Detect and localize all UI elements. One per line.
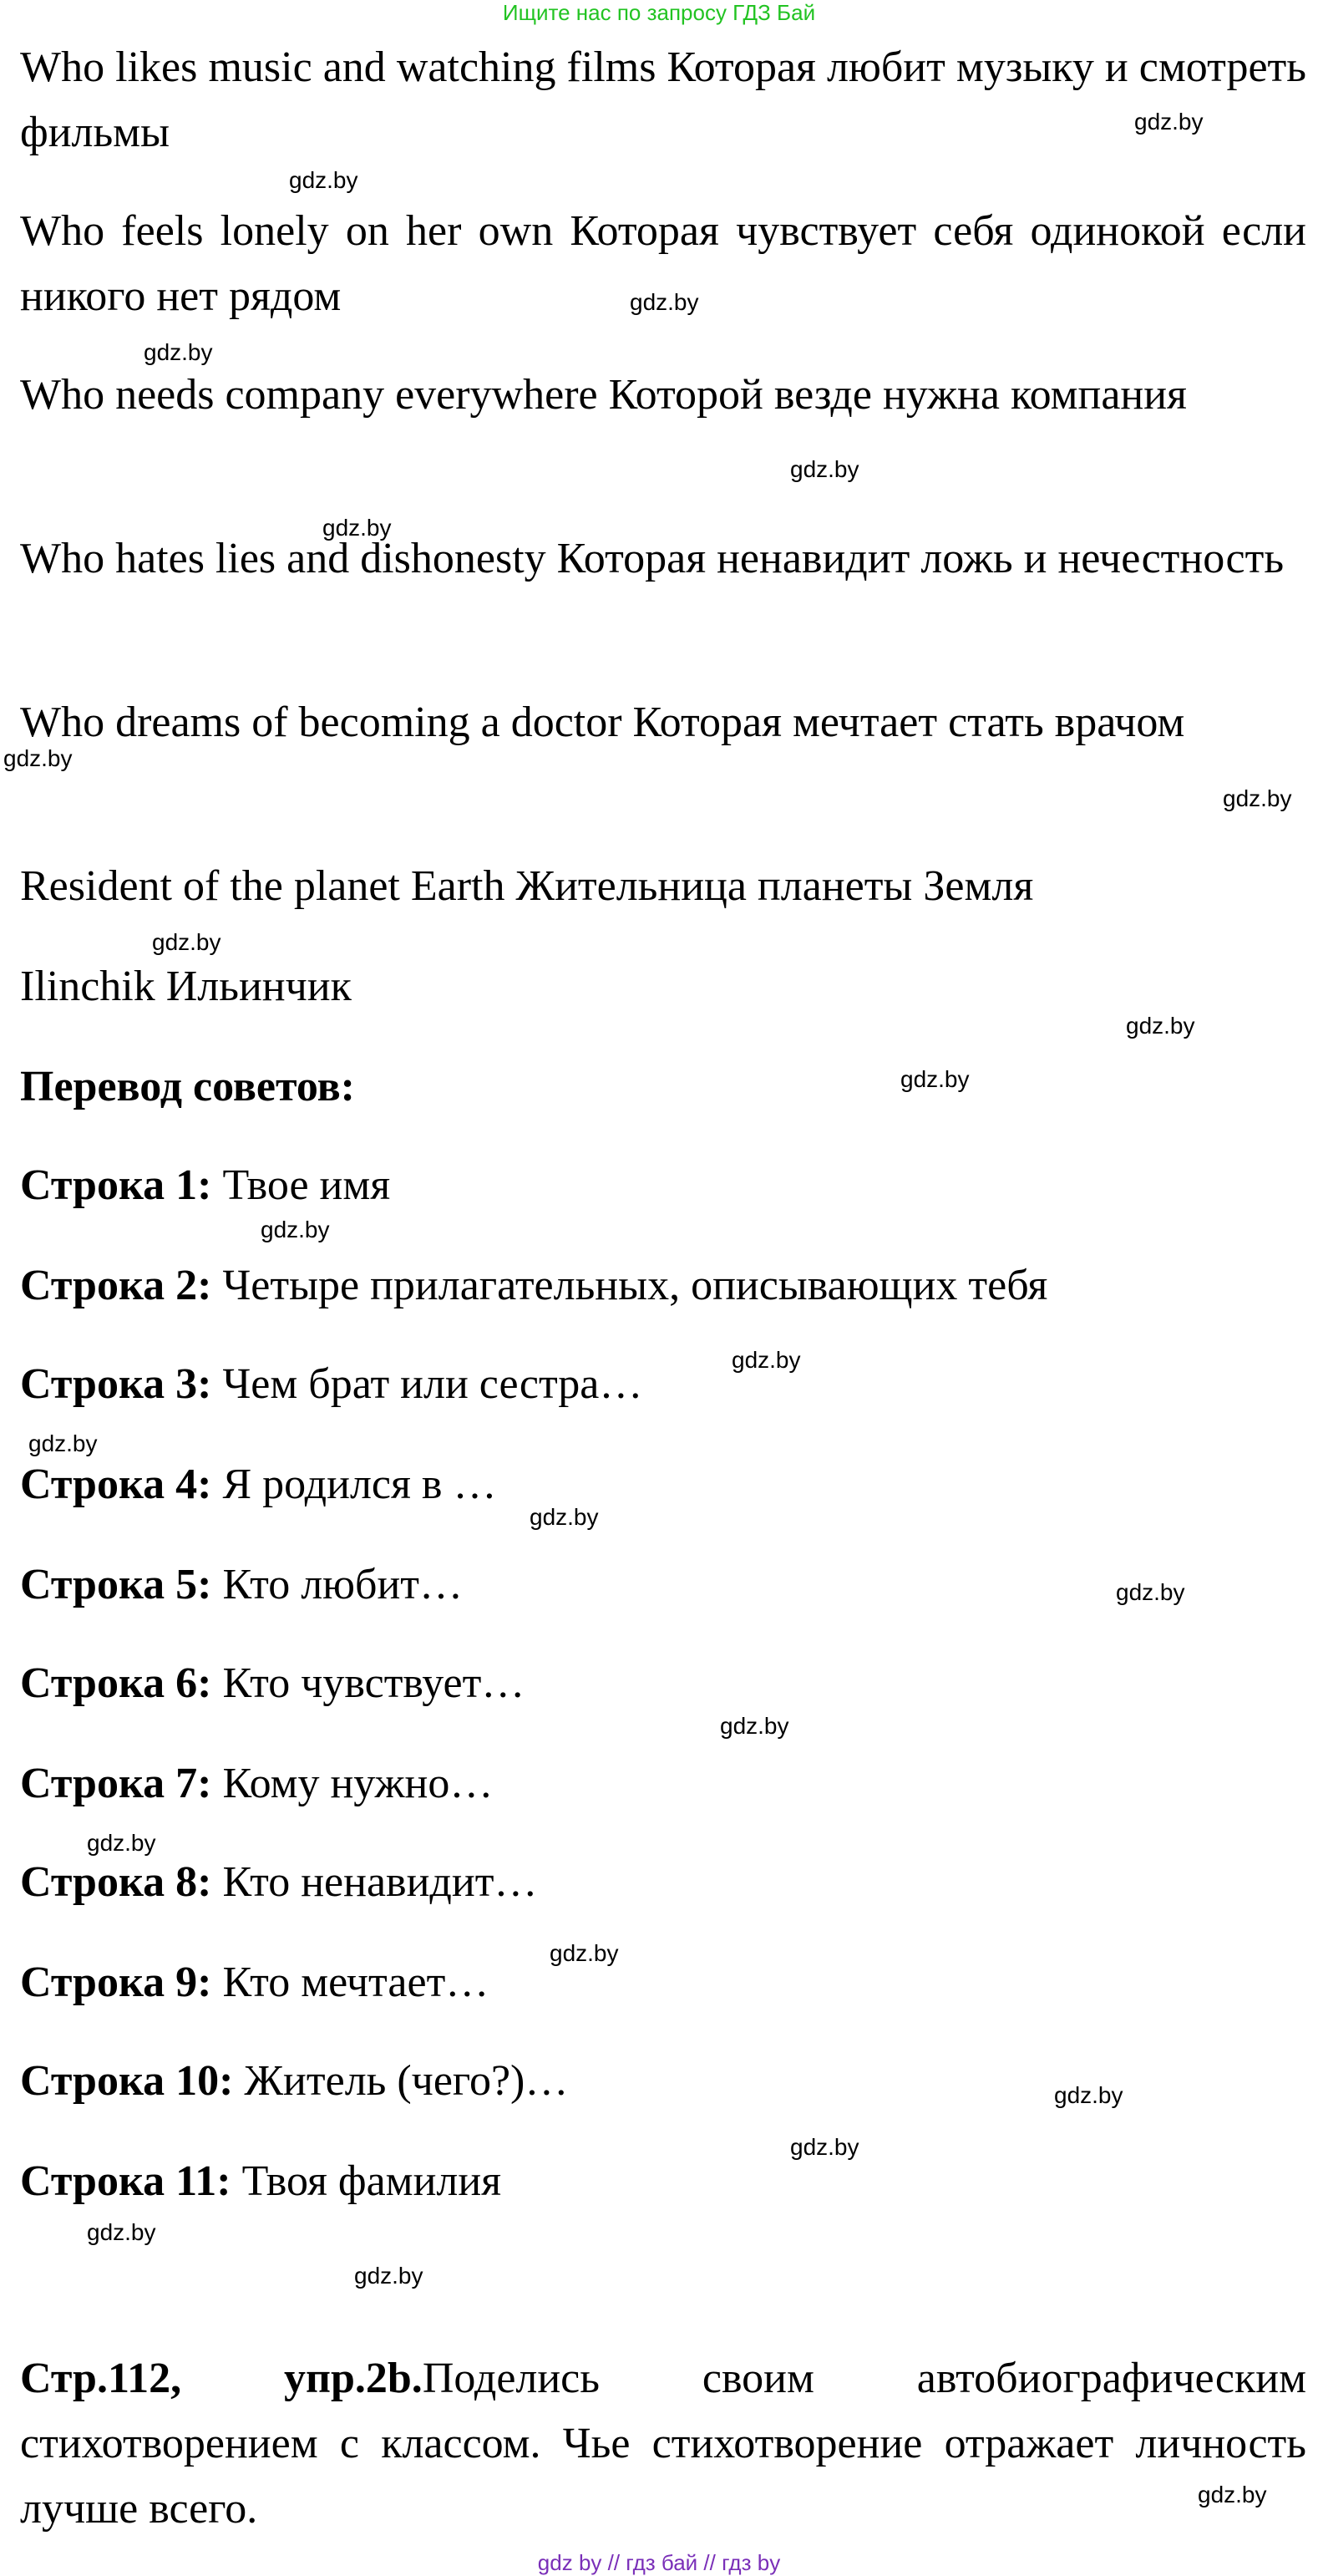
- tip-row-text: Четыре прилагательных, описывающих тебя: [222, 1262, 1048, 1309]
- tip-row-label: Строка 3:: [20, 1360, 212, 1408]
- tip-row: [20, 2149, 1306, 2214]
- watermark: gdz.by: [790, 456, 859, 482]
- watermark: gdz.by: [550, 1940, 619, 1966]
- tip-row-label: Строка 4:: [20, 1461, 212, 1508]
- watermark: gdz.by: [1134, 109, 1204, 135]
- tip-row-label: Строка 1:: [20, 1161, 212, 1209]
- tip-row-text: Кому нужно…: [222, 1760, 494, 1807]
- tip-row-text: Я родился в …: [222, 1461, 497, 1508]
- watermark: gdz.by: [732, 1347, 801, 1373]
- tip-row-text: Кто чувствует…: [222, 1659, 525, 1707]
- tip-row: [20, 1452, 1306, 1517]
- watermark: gdz.by: [322, 515, 392, 541]
- tip-row-label: Строка 8:: [20, 1858, 212, 1906]
- poem-line: Who dreams of becoming a doctor Которая мечтает стать врачом: [20, 699, 1185, 746]
- poem-line: Who needs company everywhere Которой везде нужна компания: [20, 371, 1187, 419]
- watermark: gdz.by: [261, 1217, 330, 1242]
- task-label: Стр.112, упр.2b.: [20, 2355, 423, 2402]
- top-banner[interactable]: Ищите нас по запросу ГДЗ Бай: [502, 0, 816, 25]
- poem-line: Resident of the planet Earth Жительница планеты Земля: [20, 862, 1034, 910]
- watermark: gdz.by: [1198, 2482, 1267, 2507]
- watermark: gdz.by: [28, 1430, 98, 1456]
- tip-row: [20, 1253, 1306, 1318]
- watermark: gdz.by: [87, 2219, 156, 2245]
- tip-row-text: Кто мечтает…: [222, 1959, 489, 2006]
- tip-row: [20, 1950, 1306, 2015]
- watermark: gdz.by: [630, 289, 699, 315]
- tip-row-text: Кто ненавидит…: [222, 1858, 538, 1906]
- tips-heading: Перевод советов:: [20, 1063, 355, 1110]
- watermark: gdz.by: [1116, 1579, 1185, 1605]
- tip-row: [20, 1651, 1306, 1716]
- poem-line: Who feels lonely on her own Которая чувствует себя одинокой если никого нет рядом: [20, 207, 1306, 320]
- watermark: gdz.by: [3, 745, 73, 771]
- watermark: gdz.by: [720, 1713, 789, 1739]
- tip-row-text: Чем брат или сестра…: [222, 1360, 643, 1408]
- tip-row-text: Твоя фамилия: [241, 2157, 502, 2205]
- tip-row-text: Житель (чего?)…: [244, 2057, 569, 2105]
- poem-line: Who likes music and watching films Которая любит музыку и смотреть фильмы: [20, 43, 1306, 156]
- watermark: gdz.by: [152, 929, 221, 955]
- tip-row-label: Строка 11:: [20, 2157, 231, 2205]
- bottom-banner[interactable]: gdz by // гдз бай // гдз by: [537, 2550, 781, 2575]
- tip-row: [20, 1153, 1306, 1218]
- poem-line: Who hates lies and dishonesty Которая ненавидит ложь и нечестность: [20, 535, 1285, 582]
- tip-row: [20, 1850, 1306, 1915]
- poem-line: Ilinchik Ильинчик: [20, 963, 352, 1010]
- task-paragraph: [20, 2346, 1306, 2542]
- task-text: Поделись своим автобиографическим стихотворением с классом. Чье стихотворение отражает личность лучше всего.: [20, 2355, 1306, 2533]
- tip-row-label: Строка 5:: [20, 1561, 212, 1608]
- tip-row-label: Строка 6:: [20, 1659, 212, 1707]
- watermark: gdz.by: [900, 1066, 970, 1092]
- tip-row-label: Строка 7:: [20, 1760, 212, 1807]
- watermark: gdz.by: [289, 167, 358, 193]
- tip-row-label: Строка 2:: [20, 1262, 212, 1309]
- tip-row: [20, 1552, 1306, 1618]
- tip-row-label: Строка 10:: [20, 2057, 234, 2105]
- watermark: gdz.by: [1054, 2082, 1123, 2108]
- tip-row-text: Кто любит…: [222, 1561, 464, 1608]
- watermark: gdz.by: [790, 2134, 859, 2160]
- watermark: gdz.by: [530, 1504, 599, 1530]
- tip-row-label: Строка 9:: [20, 1959, 212, 2006]
- tip-row-text: Твое имя: [222, 1161, 391, 1209]
- watermark: gdz.by: [87, 1830, 156, 1856]
- watermark: gdz.by: [354, 2263, 423, 2289]
- watermark: gdz.by: [1126, 1013, 1195, 1039]
- tip-row: [20, 1352, 1306, 1417]
- watermark: gdz.by: [1223, 785, 1292, 811]
- tip-row: [20, 1751, 1306, 1816]
- watermark: gdz.by: [144, 339, 213, 365]
